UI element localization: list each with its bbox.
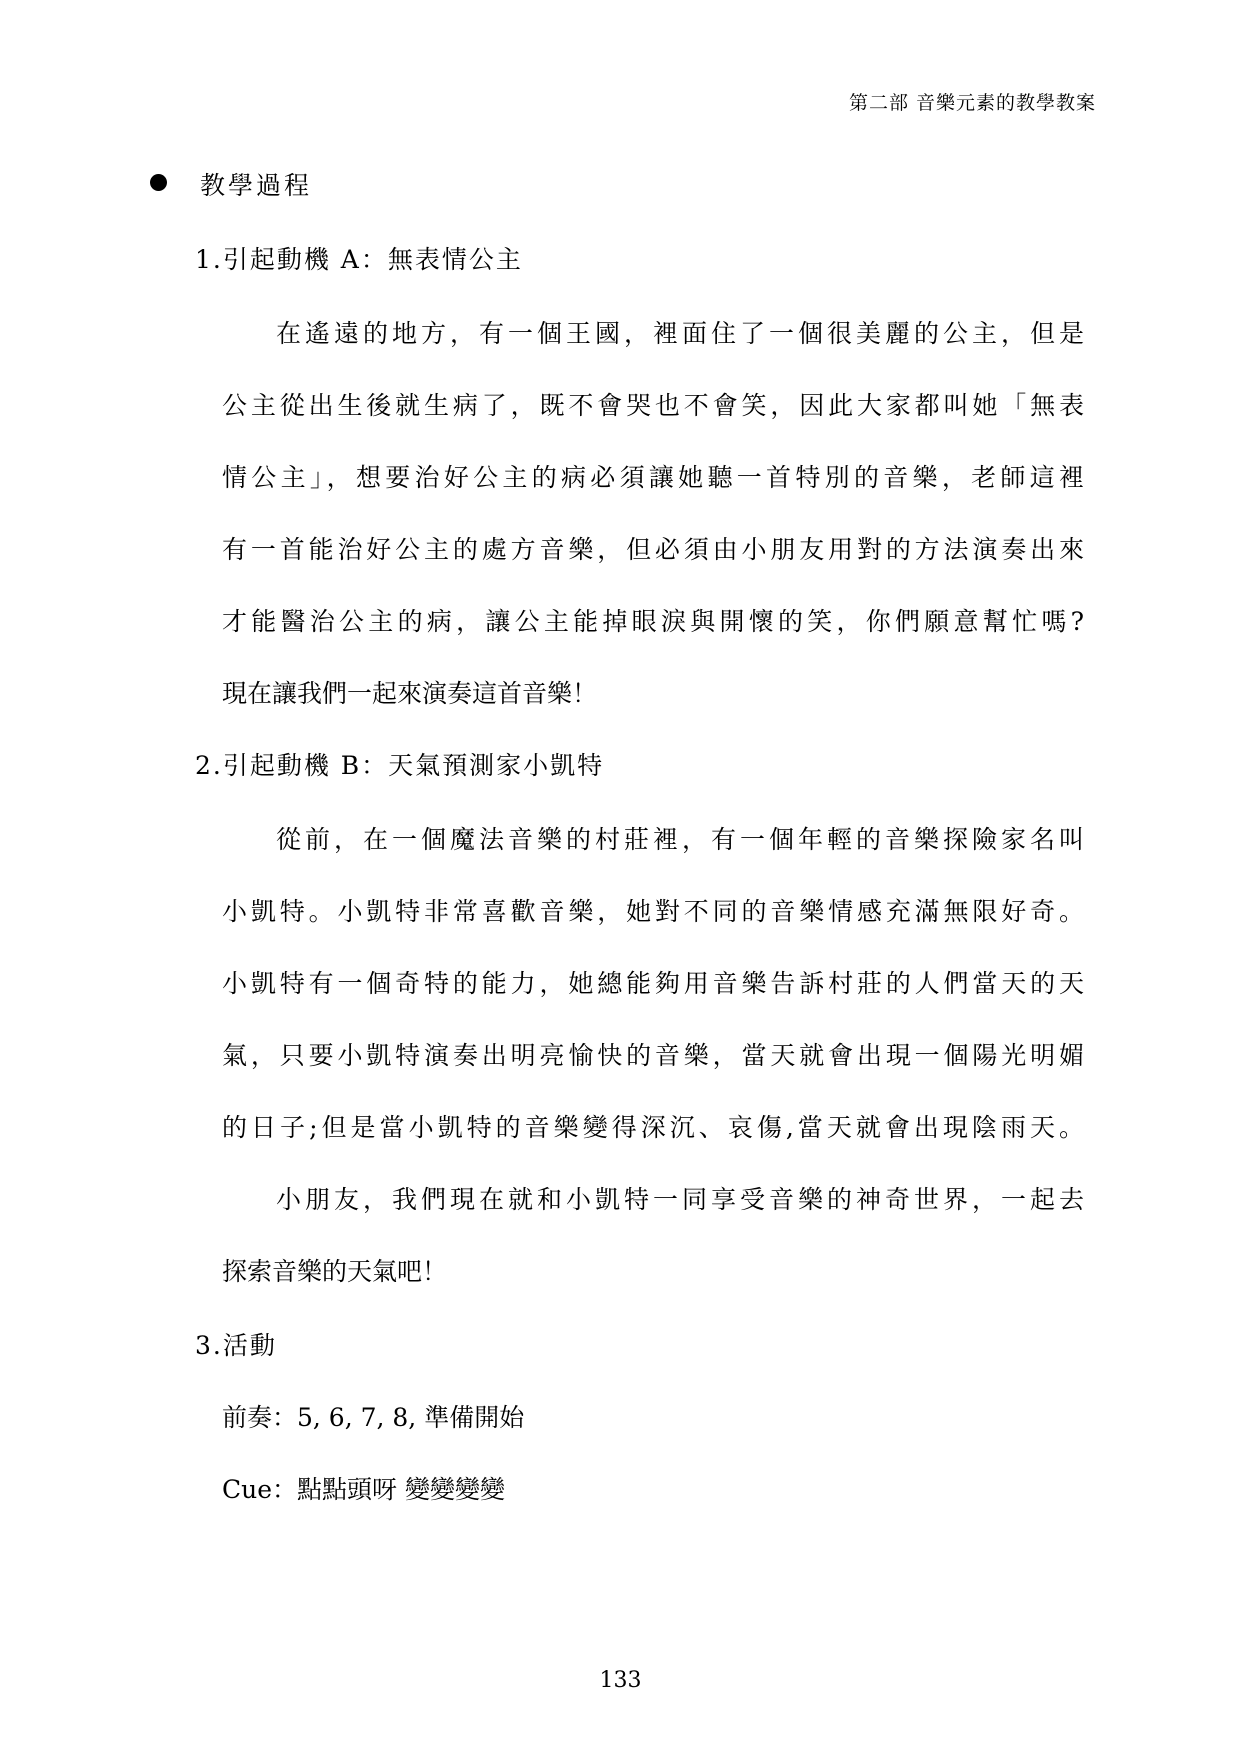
item-heading: 2.引起動機 B：天氣預測家小凱特 <box>195 751 605 780</box>
paragraph-line: 的日子;但是當小凱特的音樂變得深沉、哀傷,當天就會出現陰雨天。 <box>222 1113 1084 1142</box>
paragraph-line: 小凱特。小凱特非常喜歡音樂，她對不同的音樂情感充滿無限好奇。 <box>222 897 1084 926</box>
paragraph-line: 有一首能治好公主的處方音樂，但必須由小朋友用對的方法演奏出來 <box>222 535 1084 564</box>
paragraph-line: 情公主」，想要治好公主的病必須讓她聽一首特別的音樂，老師這裡 <box>222 463 1084 492</box>
item-heading: 3.活動 <box>195 1331 277 1360</box>
paragraph-line: 才能醫治公主的病，讓公主能掉眼淚與開懷的笑，你們願意幫忙嗎? <box>222 607 1084 636</box>
paragraph-line: 探索音樂的天氣吧！ <box>222 1257 448 1286</box>
paragraph-line: 公主從出生後就生病了，既不會哭也不會笑，因此大家都叫她「無表 <box>222 391 1084 420</box>
paragraph-line: 在遙遠的地方，有一個王國，裡面住了一個很美麗的公主，但是 <box>276 319 1084 348</box>
paragraph-line: 從前，在一個魔法音樂的村莊裡，有一個年輕的音樂探險家名叫 <box>276 825 1084 854</box>
item-heading: 1.引起動機 A：無表情公主 <box>195 245 523 274</box>
activity-line: 前奏：5, 6, 7, 8, 準備開始 <box>222 1403 525 1432</box>
paragraph-line: 小凱特有一個奇特的能力，她總能夠用音樂告訴村莊的人們當天的天 <box>222 969 1084 998</box>
bullet-icon <box>150 174 167 191</box>
paragraph-line: 氣，只要小凱特演奏出明亮愉快的音樂，當天就會出現一個陽光明媚 <box>222 1041 1084 1070</box>
paragraph-line: 小朋友，我們現在就和小凱特一同享受音樂的神奇世界，一起去 <box>276 1185 1084 1214</box>
running-header: 第二部 音樂元素的教學教案 <box>848 92 1096 114</box>
page-number: 133 <box>599 1668 642 1693</box>
section-title: 教學過程 <box>200 171 313 200</box>
paragraph-line: 現在讓我們一起來演奏這首音樂！ <box>222 679 598 708</box>
activity-line: Cue：點點頭呀 變變變變 <box>222 1475 505 1504</box>
